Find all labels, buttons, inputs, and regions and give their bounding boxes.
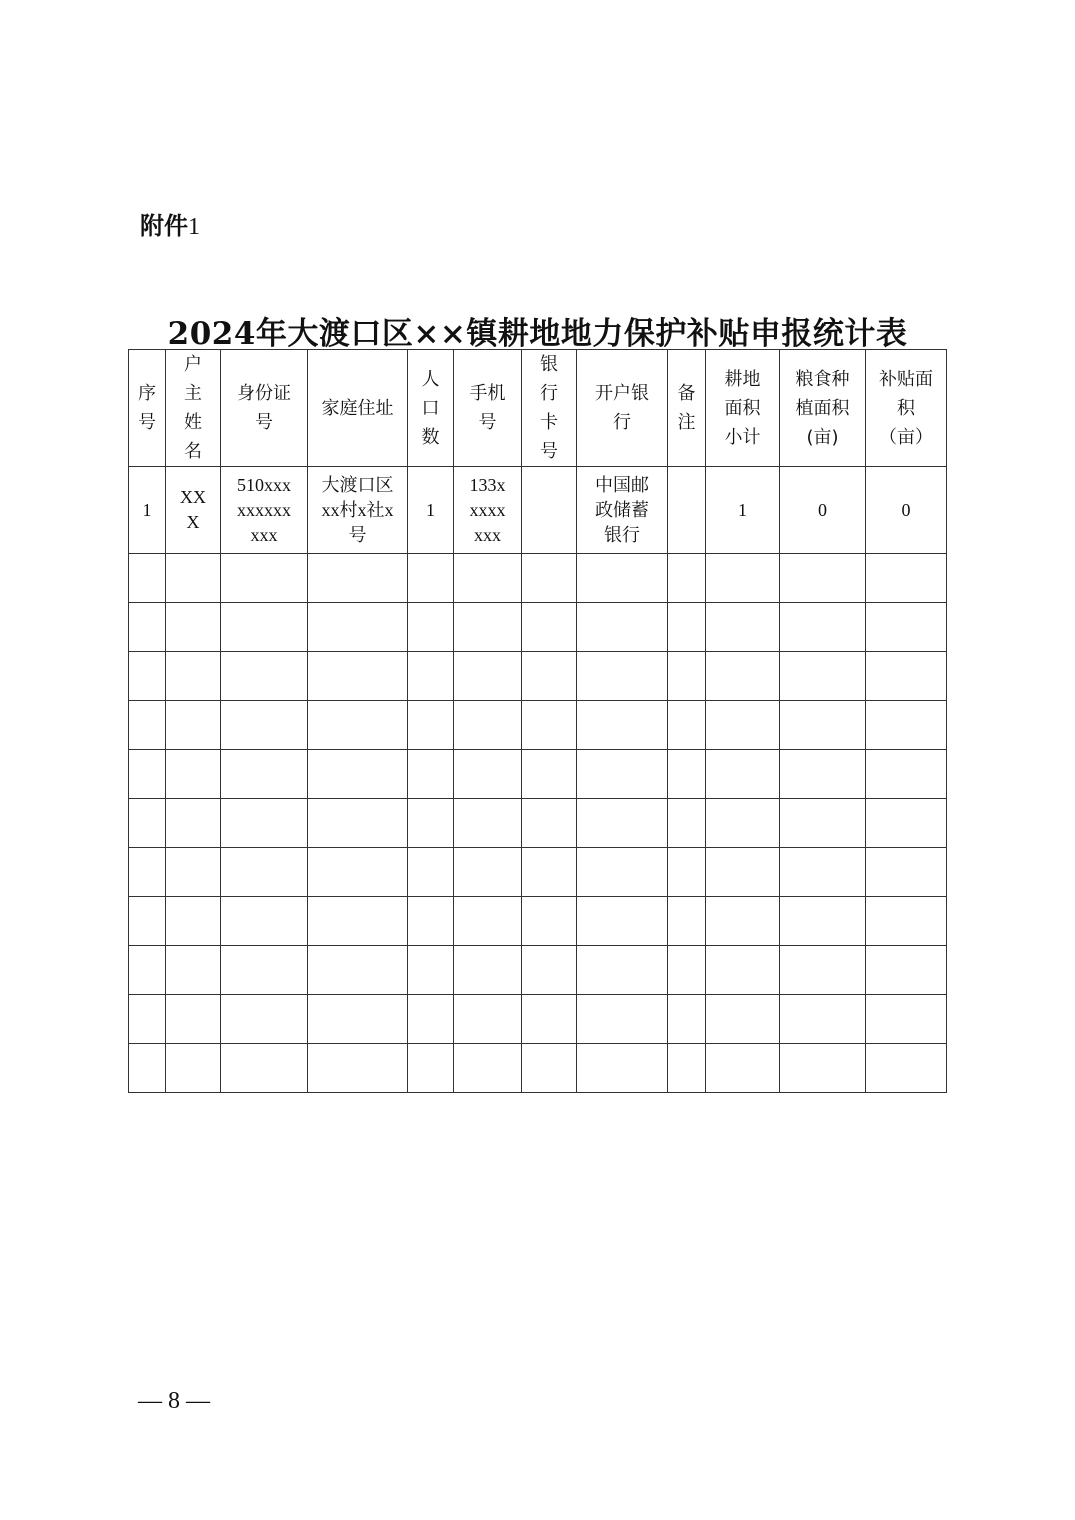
table-cell-empty bbox=[166, 848, 221, 897]
column-header: 身份证 号 bbox=[221, 350, 308, 467]
table-cell-empty bbox=[780, 946, 866, 995]
table-row-empty bbox=[129, 995, 947, 1044]
table-cell-empty bbox=[129, 799, 166, 848]
table-cell-empty bbox=[166, 750, 221, 799]
table-cell-empty bbox=[577, 750, 668, 799]
column-header: 备 注 bbox=[668, 350, 706, 467]
table-cell-empty bbox=[780, 652, 866, 701]
table-cell-empty bbox=[577, 946, 668, 995]
table-cell-empty bbox=[668, 799, 706, 848]
table-cell-empty bbox=[866, 1044, 947, 1093]
table-cell-empty bbox=[221, 1044, 308, 1093]
table-cell-empty bbox=[221, 652, 308, 701]
table-cell-empty bbox=[308, 554, 408, 603]
table-cell-empty bbox=[668, 897, 706, 946]
table-cell-empty bbox=[408, 701, 454, 750]
table-cell-empty bbox=[866, 554, 947, 603]
table-row-empty bbox=[129, 848, 947, 897]
table-cell-empty bbox=[866, 652, 947, 701]
table-cell-empty bbox=[129, 750, 166, 799]
table-cell-empty bbox=[166, 946, 221, 995]
table-cell-empty bbox=[129, 1044, 166, 1093]
table-cell-empty bbox=[577, 701, 668, 750]
table-cell-empty bbox=[408, 995, 454, 1044]
table-row-empty bbox=[129, 799, 947, 848]
table-cell-empty bbox=[577, 848, 668, 897]
table-cell-empty bbox=[577, 995, 668, 1044]
table-cell-empty bbox=[577, 1044, 668, 1093]
table-cell-empty bbox=[866, 750, 947, 799]
table-cell-empty bbox=[522, 848, 577, 897]
table-cell: 0 bbox=[866, 467, 947, 554]
table-cell-empty bbox=[166, 701, 221, 750]
table-cell-empty bbox=[706, 799, 780, 848]
table-cell-empty bbox=[577, 897, 668, 946]
table-cell-empty bbox=[668, 995, 706, 1044]
table-cell: 1 bbox=[706, 467, 780, 554]
table-cell-empty bbox=[308, 946, 408, 995]
table-cell-empty bbox=[308, 848, 408, 897]
table-cell-empty bbox=[129, 897, 166, 946]
table-cell-empty bbox=[129, 554, 166, 603]
table-cell-empty bbox=[522, 799, 577, 848]
table-cell: 0 bbox=[780, 467, 866, 554]
table-cell-empty bbox=[408, 799, 454, 848]
attachment-label-text: 附件 bbox=[140, 212, 188, 240]
table-cell-empty bbox=[577, 799, 668, 848]
table-cell-empty bbox=[221, 701, 308, 750]
table-cell-empty bbox=[308, 603, 408, 652]
table-row-empty bbox=[129, 603, 947, 652]
table-cell-empty bbox=[454, 554, 522, 603]
table-cell-empty bbox=[129, 701, 166, 750]
table-cell-empty bbox=[221, 603, 308, 652]
column-header: 粮食种 植面积 (亩) bbox=[780, 350, 866, 467]
table-cell-empty bbox=[577, 603, 668, 652]
table-cell-empty bbox=[866, 848, 947, 897]
table-cell-empty bbox=[129, 946, 166, 995]
table-cell-empty bbox=[780, 848, 866, 897]
table-cell-empty bbox=[129, 652, 166, 701]
table-cell-empty bbox=[866, 799, 947, 848]
table-cell-empty bbox=[308, 1044, 408, 1093]
table-cell-empty bbox=[866, 603, 947, 652]
table-cell-empty bbox=[129, 603, 166, 652]
table-cell: 133x xxxx xxx bbox=[454, 467, 522, 554]
table-cell-empty bbox=[668, 652, 706, 701]
column-header: 人 口 数 bbox=[408, 350, 454, 467]
table-cell-empty bbox=[454, 799, 522, 848]
table-cell-empty bbox=[129, 848, 166, 897]
table-cell-empty bbox=[522, 750, 577, 799]
table-header-row bbox=[129, 350, 947, 467]
table-cell-empty bbox=[166, 652, 221, 701]
table-cell-empty bbox=[668, 750, 706, 799]
table-cell-empty bbox=[522, 554, 577, 603]
page-number: — 8 — bbox=[138, 1388, 210, 1414]
attachment-label bbox=[140, 206, 200, 241]
column-header: 序 号 bbox=[129, 350, 166, 467]
table-cell-empty bbox=[454, 995, 522, 1044]
table-cell-empty bbox=[780, 603, 866, 652]
table-cell-empty bbox=[668, 1044, 706, 1093]
table-cell-empty bbox=[780, 1044, 866, 1093]
table-cell-empty bbox=[454, 1044, 522, 1093]
table-cell-empty bbox=[706, 554, 780, 603]
table-cell-empty bbox=[780, 554, 866, 603]
table-cell bbox=[668, 467, 706, 554]
table-cell-empty bbox=[308, 897, 408, 946]
table-row-empty bbox=[129, 897, 947, 946]
table-cell-empty bbox=[454, 848, 522, 897]
table-cell-empty bbox=[221, 995, 308, 1044]
table-cell-empty bbox=[866, 897, 947, 946]
table-cell-empty bbox=[166, 995, 221, 1044]
table-cell-empty bbox=[522, 995, 577, 1044]
subsidy-table bbox=[128, 349, 947, 1093]
table-cell: 1 bbox=[129, 467, 166, 554]
table-cell-empty bbox=[780, 750, 866, 799]
table-cell-empty bbox=[166, 554, 221, 603]
table-cell-empty bbox=[221, 946, 308, 995]
table-cell-empty bbox=[454, 897, 522, 946]
table-body bbox=[129, 467, 947, 1093]
table-cell-empty bbox=[408, 946, 454, 995]
table-cell-empty bbox=[166, 1044, 221, 1093]
table-cell-empty bbox=[221, 750, 308, 799]
table-cell-empty bbox=[780, 799, 866, 848]
table-cell-empty bbox=[522, 946, 577, 995]
table-cell-empty bbox=[408, 603, 454, 652]
attachment-number: 1 bbox=[188, 214, 200, 240]
table-cell-empty bbox=[866, 995, 947, 1044]
column-header: 补贴面 积 （亩） bbox=[866, 350, 947, 467]
table-cell-empty bbox=[866, 701, 947, 750]
table-cell-empty bbox=[408, 1044, 454, 1093]
table-cell-empty bbox=[408, 652, 454, 701]
table-cell: 1 bbox=[408, 467, 454, 554]
table-cell-empty bbox=[706, 603, 780, 652]
table-cell-empty bbox=[166, 603, 221, 652]
table-cell-empty bbox=[577, 554, 668, 603]
table-cell-empty bbox=[668, 701, 706, 750]
table-cell-empty bbox=[577, 652, 668, 701]
table-row-empty bbox=[129, 554, 947, 603]
column-header: 户 主 姓 名 bbox=[166, 350, 221, 467]
table-cell-empty bbox=[221, 554, 308, 603]
table-cell: 大渡口区 xx村x社x 号 bbox=[308, 467, 408, 554]
table-row-empty bbox=[129, 652, 947, 701]
table-cell-empty bbox=[308, 995, 408, 1044]
table-cell-empty bbox=[221, 848, 308, 897]
table-row-empty bbox=[129, 1044, 947, 1093]
table-cell-empty bbox=[706, 848, 780, 897]
table-cell-empty bbox=[408, 750, 454, 799]
table-cell-empty bbox=[866, 946, 947, 995]
table-cell-empty bbox=[308, 652, 408, 701]
table-cell-empty bbox=[408, 554, 454, 603]
document-title: 2024年大渡口区××镇耕地地力保护补贴申报统计表 bbox=[167, 316, 908, 352]
table-row-empty bbox=[129, 750, 947, 799]
table-cell-empty bbox=[166, 799, 221, 848]
table-cell-empty bbox=[522, 897, 577, 946]
table-cell: XX X bbox=[166, 467, 221, 554]
table-cell-empty bbox=[454, 701, 522, 750]
table-cell-empty bbox=[780, 995, 866, 1044]
table-cell-empty bbox=[308, 701, 408, 750]
table-cell-empty bbox=[706, 652, 780, 701]
table-cell-empty bbox=[668, 554, 706, 603]
table-cell-empty bbox=[308, 750, 408, 799]
table-cell-empty bbox=[522, 603, 577, 652]
table-cell: 510xxx xxxxxx xxx bbox=[221, 467, 308, 554]
table-cell-empty bbox=[668, 848, 706, 897]
column-header: 家庭住址 bbox=[308, 350, 408, 467]
table-cell: 中国邮 政储蓄 银行 bbox=[577, 467, 668, 554]
table-cell-empty bbox=[129, 995, 166, 1044]
table-cell-empty bbox=[780, 897, 866, 946]
table-row bbox=[129, 467, 947, 554]
table-cell-empty bbox=[706, 750, 780, 799]
table-cell-empty bbox=[522, 652, 577, 701]
table-cell-empty bbox=[780, 701, 866, 750]
table-cell-empty bbox=[454, 603, 522, 652]
table-cell-empty bbox=[668, 946, 706, 995]
column-header: 手机 号 bbox=[454, 350, 522, 467]
table-row-empty bbox=[129, 701, 947, 750]
table-cell-empty bbox=[668, 603, 706, 652]
table-cell-empty bbox=[454, 750, 522, 799]
table-cell-empty bbox=[408, 848, 454, 897]
table-cell-empty bbox=[706, 897, 780, 946]
table-cell bbox=[522, 467, 577, 554]
table-cell-empty bbox=[454, 946, 522, 995]
table-cell-empty bbox=[408, 897, 454, 946]
table-cell-empty bbox=[522, 701, 577, 750]
column-header: 耕地 面积 小计 bbox=[706, 350, 780, 467]
table-cell-empty bbox=[706, 1044, 780, 1093]
table-cell-empty bbox=[706, 701, 780, 750]
column-header: 银 行 卡 号 bbox=[522, 350, 577, 467]
table-cell-empty bbox=[706, 946, 780, 995]
table-cell-empty bbox=[522, 1044, 577, 1093]
table-row-empty bbox=[129, 946, 947, 995]
table-cell-empty bbox=[166, 897, 221, 946]
table-cell-empty bbox=[308, 799, 408, 848]
table-cell-empty bbox=[221, 897, 308, 946]
table-cell-empty bbox=[706, 995, 780, 1044]
table-cell-empty bbox=[221, 799, 308, 848]
column-header: 开户银 行 bbox=[577, 350, 668, 467]
table-cell-empty bbox=[454, 652, 522, 701]
